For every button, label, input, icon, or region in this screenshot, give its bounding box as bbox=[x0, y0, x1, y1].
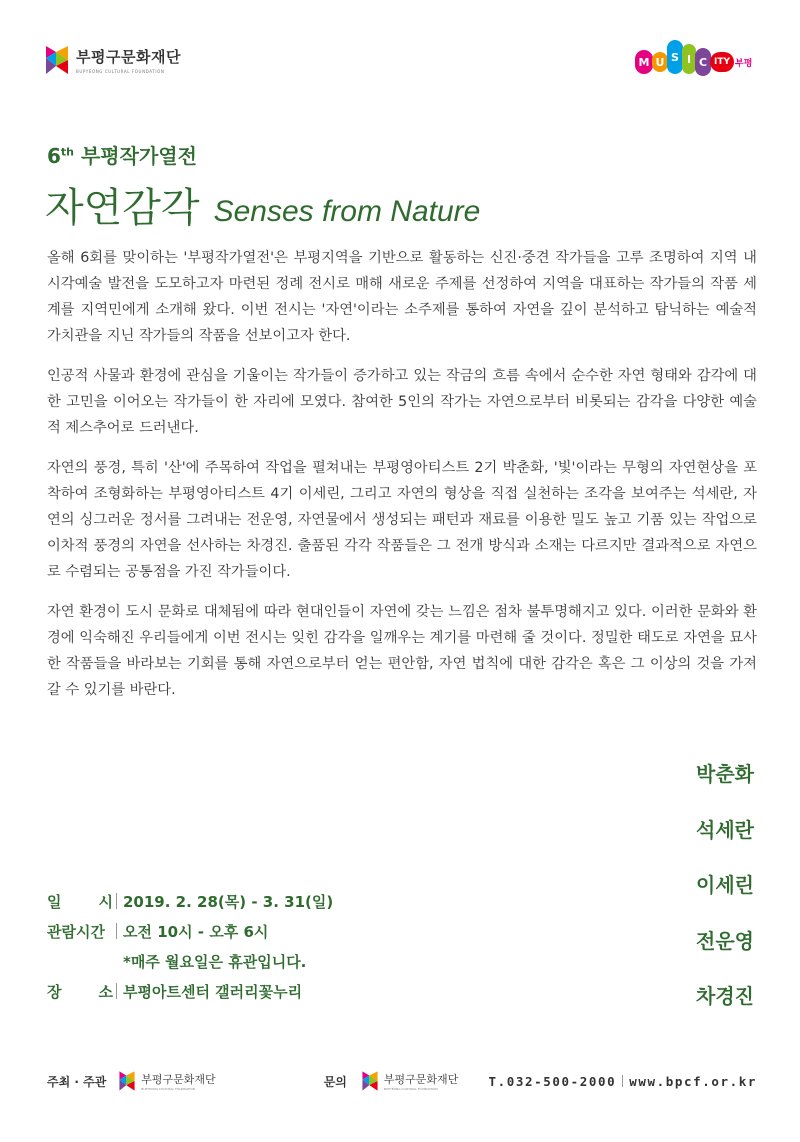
phone-number: T.032-500-2000 bbox=[488, 1073, 617, 1089]
info-divider bbox=[116, 893, 117, 909]
musicity-letter-s: S bbox=[667, 40, 683, 74]
description-paragraph: 올해 6회를 맞이하는 '부평작가열전'은 부평지역을 기반으로 활동하는 신진·중견 작가들을 고루 조명하여 지역 내 시각예술 발전을 도모하고자 마련된 정례 전시로 매해 새로운 주제를 선정하여 지역을 대표하는 작가들의 작품 세계를 지역민에게 소개해 왔다. 이번 전시는 '자연'이라는 소주제를 통하여 자연을 깊이 분석하고 탐닉하는 예술적 가치관을 지닌 작가들의 작품을 선보이고자 한다. bbox=[47, 250, 757, 344]
edition-ordinal: th bbox=[60, 145, 75, 159]
musicity-letter-m: M bbox=[635, 50, 653, 74]
artist-name: 차경진 bbox=[696, 984, 754, 1008]
foundation-logo-icon bbox=[118, 1070, 136, 1092]
inquiry-org-subname: BUPYEONG CULTURAL FOUNDATION bbox=[383, 1087, 438, 1091]
exhibition-description bbox=[47, 245, 757, 717]
musicity-letter-c: C bbox=[695, 48, 711, 76]
info-row-date bbox=[47, 886, 333, 916]
foundation-logo-icon bbox=[44, 44, 70, 76]
musicity-letters-ity: ITY bbox=[710, 52, 734, 72]
exhibition-info bbox=[47, 886, 333, 1006]
inquiry-label: 문의 bbox=[323, 1074, 347, 1089]
info-label-date: 일 시 bbox=[47, 892, 113, 911]
org-logo bbox=[44, 44, 181, 76]
artist-name: 이세린 bbox=[696, 873, 754, 897]
info-value-place: 부평아트센터 갤러리꽃누리 bbox=[123, 982, 303, 1001]
musicity-letter-u: U bbox=[652, 52, 668, 72]
info-closed-note: *매주 월요일은 휴관입니다. bbox=[123, 952, 307, 971]
info-row-place bbox=[47, 976, 333, 1006]
title-english: Senses from Nature bbox=[213, 195, 481, 228]
description-paragraph: 자연 환경이 도시 문화로 대체됨에 따라 현대인들이 자연에 갖는 느낌은 점차 불투명해지고 있다. 이러한 문화와 환경에 익숙해진 우리들에게 이번 전시는 잊힌 감각을 일깨우는 계기를 마련해 줄 것이다. 정밀한 태도로 자연을 묘사한 작품들을 바라보는 기회를 통해 자연으로부터 얻는 편안함, 자연 법칙에 대한 감각은 혹은 그 이상의 것을 가져갈 수 있기를 바란다. bbox=[47, 604, 757, 698]
inquiry-logo bbox=[361, 1070, 458, 1092]
title-korean: 자연감각 bbox=[45, 185, 200, 231]
org-subname: BUPYEONG CULTURAL FOUNDATION bbox=[76, 69, 165, 74]
musicity-logo bbox=[635, 34, 755, 82]
musicity-suffix: 부평 bbox=[735, 59, 753, 69]
info-divider bbox=[116, 923, 117, 939]
footer-divider bbox=[622, 1075, 623, 1087]
artist-name: 석세란 bbox=[696, 817, 754, 842]
description-paragraph: 자연의 풍경, 특히 '산'에 주목하여 작업을 펼쳐내는 부평영아티스트 2기 박춘화, '빛'이라는 무형의 자연현상을 포착하여 조형화하는 부평영아티스트 4기 이세린, 그리고 자연의 형상을 직접 실천하는 조각을 보여주는 석세란, 자연의 싱그러운 정서를 그려내는 전운영, 자연물에서 생성되는 패턴과 재료를 이용한 밀도 높고 기품 있는 작업으로 이차적 풍경의 자연을 선사하는 차경진. 출품된 각각 작품들은 그 전개 방식과 소재는 다르지만 결과적으로 자연으로 수렴되는 공통점을 가진 작가들이다. bbox=[47, 460, 757, 580]
musicity-letter-i: I bbox=[682, 44, 696, 74]
artist-list bbox=[696, 758, 754, 1036]
exhibition-title bbox=[45, 176, 480, 233]
info-value-date: 2019. 2. 28(목) - 3. 31(일) bbox=[123, 892, 334, 911]
edition-heading bbox=[47, 140, 197, 169]
artist-name: 전운영 bbox=[696, 928, 754, 953]
edition-text: 부평작가열전 bbox=[74, 144, 197, 168]
info-value-hours: 오전 10시 - 오후 6시 bbox=[123, 922, 269, 941]
edition-number: 6 bbox=[47, 144, 61, 168]
info-label-place: 장 소 bbox=[47, 982, 113, 1001]
description-paragraph: 인공적 사물과 환경에 관심을 기울이는 작가들이 증가하고 있는 작금의 흐름 속에서 순수한 자연 형태와 감각에 대한 고민을 이어오는 작가들이 한 자리에 모였다. 참여한 5인의 작가는 자연으로부터 비롯되는 감각을 다양한 예술적 제스추어로 드러낸다. bbox=[47, 368, 757, 436]
inquiry-org-name: 부평구문화재단 bbox=[383, 1073, 459, 1086]
info-label-hours: 관람시간 bbox=[47, 922, 105, 941]
info-row-hours bbox=[47, 916, 333, 946]
host-logo bbox=[118, 1070, 215, 1092]
host-label: 주최 · 주관 bbox=[47, 1074, 107, 1089]
host-org-name: 부평구문화재단 bbox=[141, 1073, 216, 1086]
org-name: 부평구문화재단 bbox=[76, 48, 181, 66]
footer bbox=[47, 1066, 757, 1096]
website-link[interactable]: www.bpcf.or.kr bbox=[629, 1073, 757, 1089]
host-org-subname: BUPYEONG CULTURAL FOUNDATION bbox=[141, 1087, 196, 1091]
artist-name: 박춘화 bbox=[696, 762, 754, 786]
info-divider bbox=[116, 983, 117, 999]
foundation-logo-icon bbox=[361, 1070, 379, 1092]
